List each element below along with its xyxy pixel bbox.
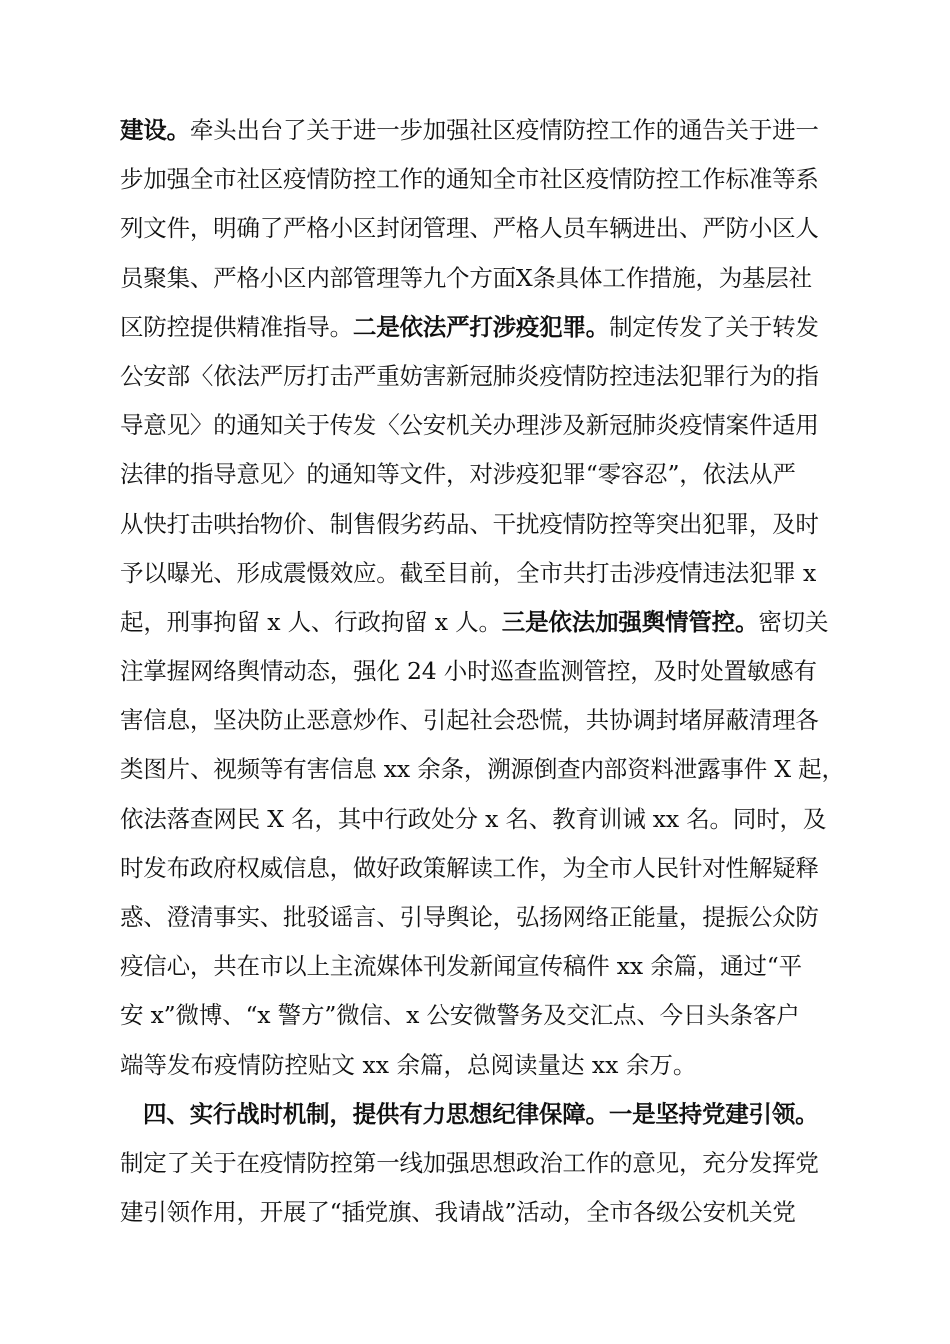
body-text-span: 步加强全市社区疫情防控工作的通知全市社区疫情防控工作标准等系 — [120, 165, 819, 194]
text-line — [120, 795, 890, 844]
text-line — [120, 1090, 890, 1139]
text-line — [120, 893, 890, 942]
body-text-span: 列文件，明确了严格小区封闭管理、严格人员车辆进出、严防小区人 — [120, 214, 819, 243]
body-text-span: 疫信心，共在市以上主流媒体刊发新闻宣传稿件 xx 余篇，通过“平 — [120, 952, 802, 981]
body-text-span: 法律的指导意见〉的通知等文件，对涉疫犯罪“零容忍”，依法从严 — [120, 460, 796, 489]
text-line — [120, 991, 890, 1040]
text-line — [120, 647, 890, 696]
text-line — [120, 696, 890, 745]
text-line — [120, 500, 890, 549]
body-text-span: 依法落查网民 X 名，其中行政处分 x 名、教育训诫 xx 名。同时，及 — [120, 804, 827, 833]
body-text-span: 公安部〈依法严厉打击严重妨害新冠肺炎疫情防控违法犯罪行为的指 — [120, 361, 819, 390]
text-line — [120, 106, 890, 155]
body-text-span: 密切关 — [758, 607, 829, 636]
body-text-span: 起，刑事拘留 x 人、行政拘留 x 人。 — [120, 607, 502, 636]
text-line — [120, 450, 890, 499]
body-text-span: 端等发布疫情防控贴文 xx 余篇，总阅读量达 xx 余万。 — [120, 1050, 697, 1079]
text-line — [120, 155, 890, 204]
bold-heading-text: 二是依法严打涉疫犯罪。 — [352, 312, 610, 341]
body-text-span: 时发布政府权威信息，做好政策解读工作，为全市人民针对性解疑释 — [120, 853, 819, 882]
body-text-span: 惑、澄清事实、批驳谣言、引导舆论，弘扬网络正能量，提振公众防 — [120, 903, 819, 931]
text-line — [120, 1188, 890, 1237]
body-text-span: 牵头出台了关于进一步加强社区疫情防控工作的通告关于进一 — [189, 116, 819, 144]
body-text-span: 建引领作用，开展了“插党旗、我请战”活动，全市各级公安机关党 — [120, 1198, 796, 1227]
text-line — [120, 598, 890, 647]
body-text-span: 区防控提供精准指导。 — [120, 312, 353, 341]
bold-heading-text: 四、实行战时机制，提供有力思想纪律保障。 — [143, 1099, 609, 1128]
text-line — [120, 549, 890, 598]
body-text — [120, 106, 890, 1237]
text-line — [120, 942, 890, 991]
text-line — [120, 204, 890, 253]
text-line — [120, 844, 890, 893]
body-text-span: 安 x”微博、“x 警方”微信、x 公安微警务及交汇点、今日头条客户 — [120, 1001, 800, 1030]
text-line — [120, 352, 890, 401]
body-text-span: 导意见〉的通知关于传发〈公安机关办理涉及新冠肺炎疫情案件适用 — [120, 411, 819, 440]
body-text-span: 从快打击哄抬物价、制售假劣药品、干扰疫情防控等突出犯罪，及时 — [120, 509, 819, 538]
text-line — [120, 745, 890, 794]
bold-heading-text: 一是坚持党建引领。 — [608, 1099, 819, 1128]
text-line — [120, 303, 890, 352]
bold-heading-text: 建设。 — [120, 116, 190, 144]
text-line — [120, 254, 890, 303]
body-text-span: 类图片、视频等有害信息 xx 余条，溯源倒查内部资料泄露事件 X 起， — [120, 755, 845, 784]
body-text-span: 制定传发了关于转发 — [609, 312, 819, 341]
text-line — [120, 1041, 890, 1090]
body-text-span: 员聚集、严格小区内部管理等九个方面X条具体工作措施，为基层社 — [120, 263, 812, 292]
text-line — [120, 401, 890, 450]
body-text-span: 害信息，坚决防止恶意炒作、引起社会恐慌，共协调封堵屏蔽清理各 — [120, 706, 819, 735]
text-line — [120, 1139, 890, 1188]
bold-heading-text: 三是依法加强舆情管控。 — [501, 607, 759, 636]
body-text-span: 予以曝光、形成震慑效应。截至目前，全市共打击涉疫情违法犯罪 x — [120, 558, 817, 587]
body-text-span: 制定了关于在疫情防控第一线加强思想政治工作的意见，充分发挥党 — [120, 1148, 819, 1177]
body-text-span: 注掌握网络舆情动态，强化 24 小时巡查监测管控，及时处置敏感有 — [120, 657, 817, 686]
